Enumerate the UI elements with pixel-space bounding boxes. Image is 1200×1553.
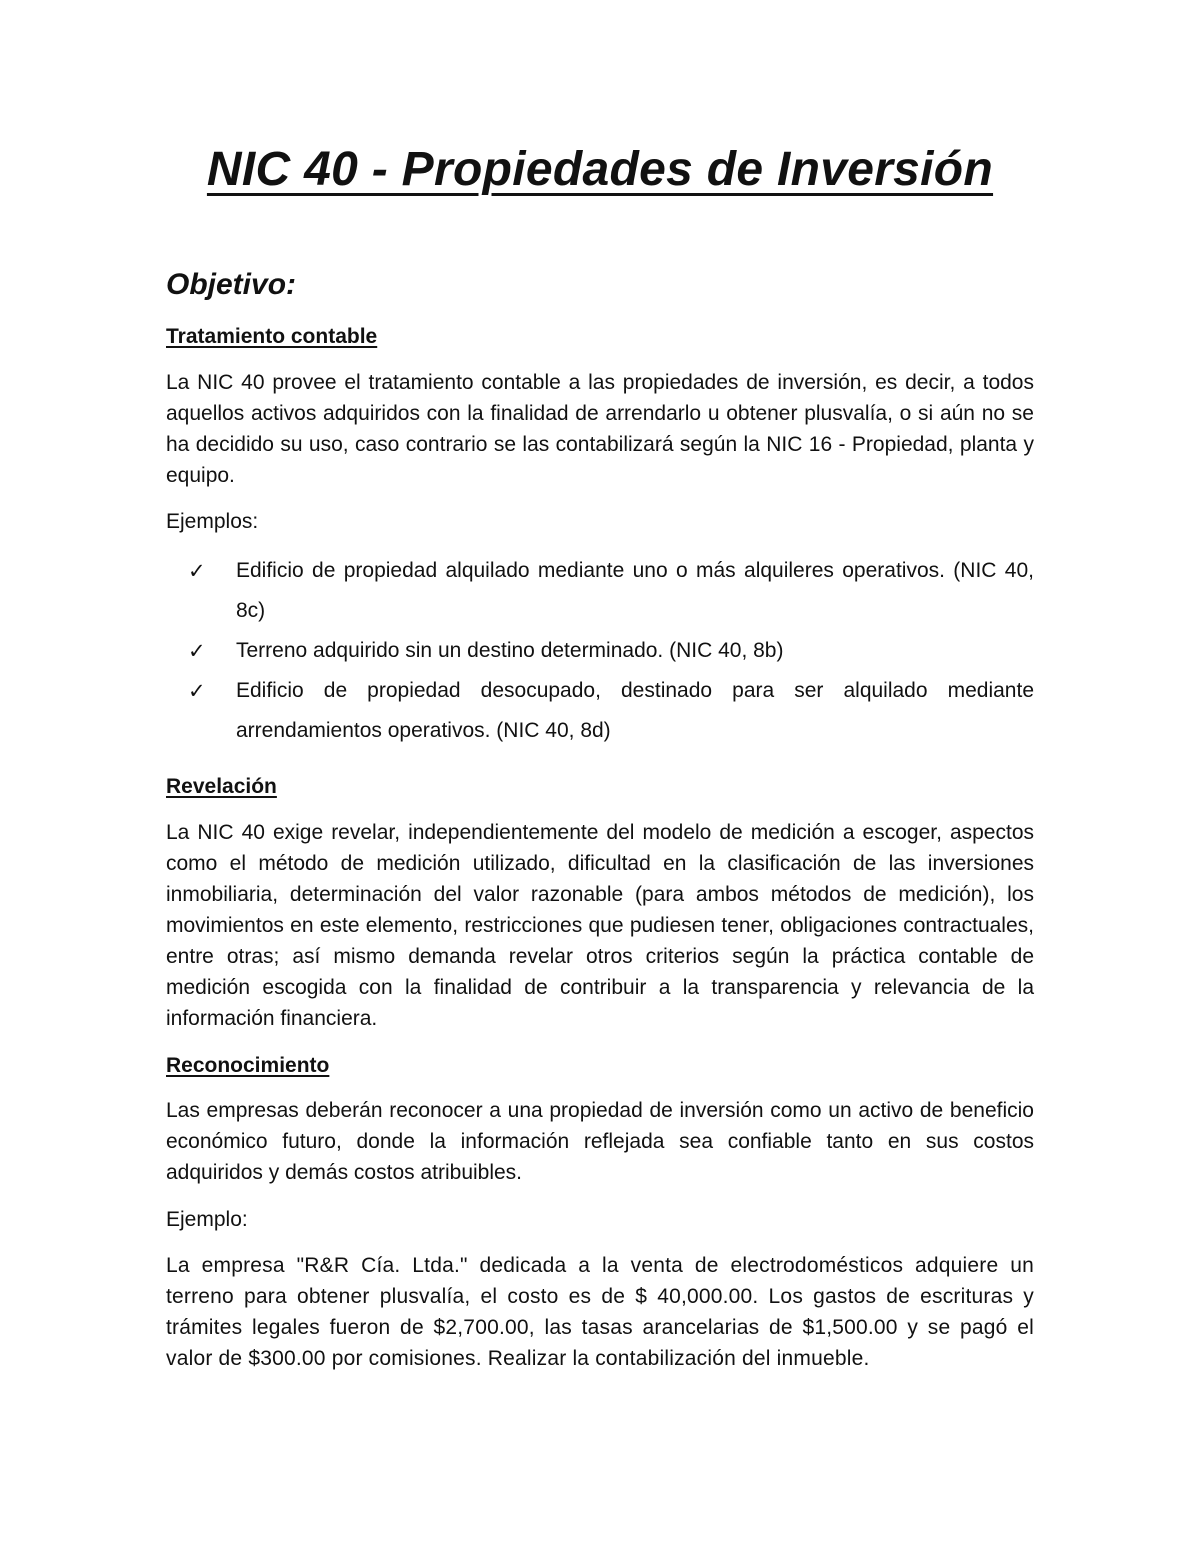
reconocimiento-paragraph: Las empresas deberán reconocer a una propiedad de inversión como un activo de beneficio económico futuro, donde la información reflejada sea confiable tanto en sus costos adquiridos y demás costos atribuibles. (166, 1099, 1034, 1184)
check-icon: ✓ (188, 639, 206, 663)
reconocimiento-heading: Reconocimiento (166, 1054, 330, 1077)
revelacion-paragraph: La NIC 40 exige revelar, independientemente del modelo de medición a escoger, aspectos como el método de medición utilizado, dificultad en la clasificación de las inversiones inmobiliaria, determinación del valor razonable (para ambos métodos de medición), los movimientos en este elemento, restricciones que pudiesen tener, obligaciones contractuales, entre otras; así mismo demanda revelar otros criterios según la práctica contable de medición escogida con la finalidad de contribuir a la transparencia y relevancia de la información financiera. (166, 821, 1034, 1030)
list-item (166, 671, 1034, 751)
document-title: NIC 40 - Propiedades de Inversión (206, 143, 994, 196)
ejemplos-label: Ejemplos: (166, 510, 259, 533)
list-item (166, 551, 1034, 631)
check-icon: ✓ (188, 679, 206, 703)
check-icon: ✓ (188, 559, 206, 583)
example-item-text: Terreno adquirido sin un destino determinado. (NIC 40, 8b) (236, 639, 784, 662)
examples-list (166, 551, 1034, 751)
ejemplo-paragraph: La empresa "R&R Cía. Ltda." dedicada a la venta de electrodomésticos adquiere un terreno para obtener plusvalía, el costo es de $ 40,000.00. Los gastos de escrituras y trámites legales fueron de $2,700.00, las tasas arancelarias de $1,500.00 y se pagó el valor de $300.00 por comisiones. Realizar la contabilización del inmueble. (166, 1254, 1034, 1370)
tratamiento-heading: Tratamiento contable (166, 325, 378, 348)
example-item-text: Edificio de propiedad desocupado, destinado para ser alquilado mediante arrendamientos operativos. (NIC 40, 8d) (236, 679, 1034, 742)
example-item-text: Edificio de propiedad alquilado mediante uno o más alquileres operativos. (NIC 40, 8c) (236, 559, 1034, 622)
revelacion-heading: Revelación (166, 775, 277, 798)
ejemplo-label: Ejemplo: (166, 1208, 248, 1231)
tratamiento-paragraph: La NIC 40 provee el tratamiento contable a las propiedades de inversión, es decir, a todos aquellos activos adquiridos con la finalidad de arrendarlo u obtener plusvalía, o si aún no se ha decidido su uso, caso contrario se las contabilizará según la NIC 16 - Propiedad, planta y equipo. (166, 371, 1034, 487)
list-item (166, 631, 1034, 671)
objetivo-heading: Objetivo: (166, 268, 297, 301)
